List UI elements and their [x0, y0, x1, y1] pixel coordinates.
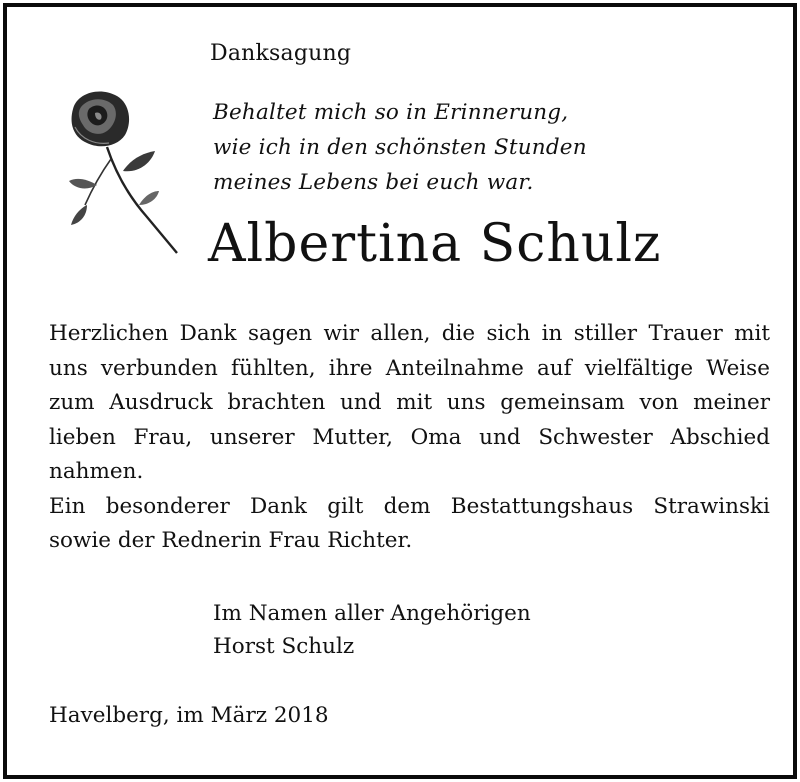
rose-icon	[59, 87, 187, 259]
text-line: lieben Frau, unserer Mutter, Oma und Schwester Abschied	[49, 424, 770, 450]
signature-line: Im Namen aller Angehörigen	[213, 601, 531, 626]
text-line: nahmen.	[49, 459, 144, 484]
text-line: sowie der Rednerin Frau Richter.	[49, 528, 413, 553]
deceased-name: Albertina Schulz	[208, 214, 662, 274]
poem-line: meines Lebens bei euch war.	[213, 170, 534, 195]
poem	[213, 95, 587, 200]
text-line: uns verbunden fühlten, ihre Anteilnahme auf vielfältige Weise	[49, 355, 770, 381]
signatory-name: Horst Schulz	[213, 634, 355, 659]
place-date: Havelberg, im März 2018	[49, 703, 329, 728]
poem-line: Behaltet mich so in Erinnerung,	[213, 100, 569, 125]
text-line: Ein besonderer Dank gilt dem Bestattungshaus Strawinski	[49, 493, 770, 519]
signature-block	[213, 597, 531, 663]
text-line: Herzlichen Dank sagen wir allen, die sich in stiller Trauer mit	[49, 321, 770, 346]
obituary-frame	[3, 3, 797, 779]
text-line: zum Ausdruck brachten und mit uns gemeinsam von meiner	[49, 390, 770, 415]
poem-line: wie ich in den schönsten Stunden	[213, 135, 587, 160]
thanks-text	[49, 317, 770, 559]
notice-heading: Danksagung	[210, 41, 352, 66]
